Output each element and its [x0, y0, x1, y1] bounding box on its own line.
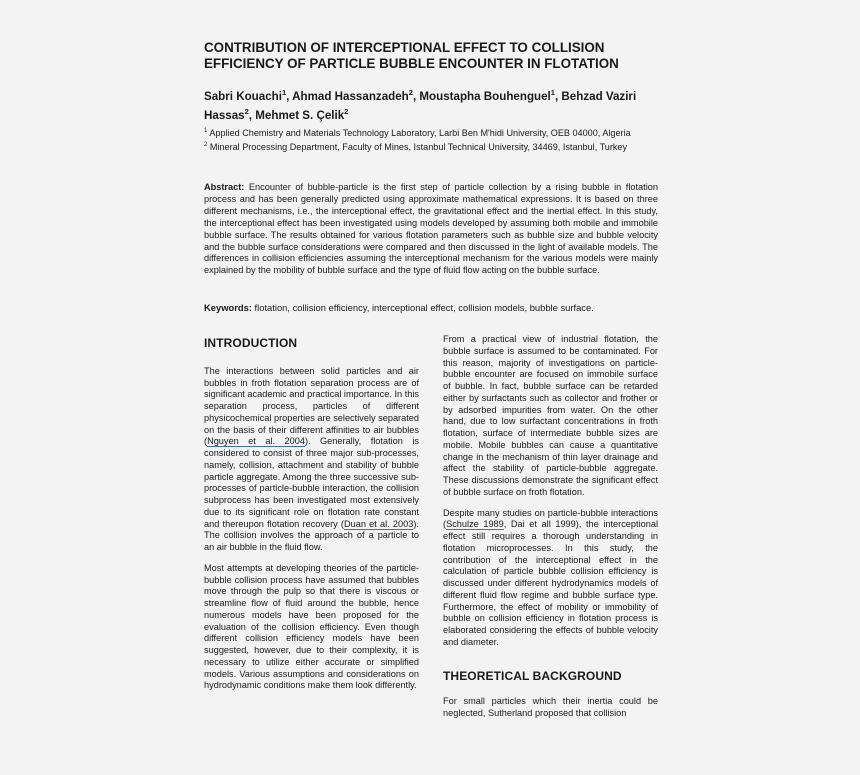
- paragraph: For small particles which their inertia could be neglected, Sutherland proposed that collision: [443, 696, 658, 718]
- author-name: Behzad Vaziri Hassas: [204, 89, 637, 122]
- paper-title: CONTRIBUTION OF INTERCEPTIONAL EFFECT TO COLLISION EFFICIENCY OF PARTICLE BUBBLE ENCOUNTER IN FLOTATION: [204, 40, 619, 71]
- keywords-text: flotation, collision efficiency, interceptional effect, collision models, bubble surface.: [254, 302, 594, 313]
- citation-link[interactable]: Schulze 1989: [446, 519, 504, 530]
- section-heading-theoretical-background: THEORETICAL BACKGROUND: [443, 668, 622, 683]
- author-name: Moustapha Bouhenguel: [419, 89, 551, 103]
- keywords-label: Keywords:: [204, 302, 252, 313]
- author-affiliation-mark: 1: [550, 88, 555, 97]
- author-name: Mehmet S. Çelik: [255, 108, 345, 122]
- affiliation: $^1$ Applied Chemistry and Materials Technology Laboratory, Larbi Ben M'hidi University, OEB 04000, Algeria: [204, 128, 631, 139]
- abstract-text: Encounter of bubble-particle is the first step of particle collection by a rising bubble in flotation process and has been generally predicted using approximate mathematical expressions. It is based on three different mechanisms, i.e., the interceptional effect, the gravitational effect and the inertial effect. In this study, the interceptional effect has been investigated using models developed by assuming both mobile and immobile bubble surface. The results obtained for various flotation parameters such as bubble size and bubble velocity and the bubble surface considerations were compared and then discussed in the light of available models. The differences in collision efficiencies assuming the interceptional mechanism for the various models were mainly explained by the mobility of bubble surface and the type of fluid flow acting on the bubble surface.: [204, 182, 658, 276]
- citation-link[interactable]: Nguyen et al. 2004: [207, 436, 305, 447]
- paragraph: The interactions between solid particles and air bubbles in froth flotation separation process are of significant academic and practical importance. In this separation process, particles of different physicochemical properties are selectively separated on the basis of their different affinities to air bubbles (Nguyen et al. 2004). Generally, flotation is considered to consist of three major sub-processes, namely, collision, attachment and stability of bubble particle aggregate. Among the three successive sub-processes of particle-bubble interaction, the collision subprocess has been investigated most extensively due to its significant role on flotation rate constant and thereupon flotation recovery (Duan et al. 2003). The collision involves the approach of a particle to an air bubble in the fluid flow.: [204, 365, 419, 552]
- paragraph: From a practical view of industrial flotation, the bubble surface is assumed to be contaminated. For this reason, majority of investigations on particle-bubble encounter are focused on immobile surface of bubble. In fact, bubble surface can be retarded either by surfactants such as collector and frother or by adsorbed impurities from water. On the other hand, due to low surfactant concentrations in froth flotation, surface of intermediate bubble sizes are mobile. Mobile bubbles can cause a quantitative change in the mechanism of thin layer drainage and affect the stability of particle-bubble aggregate. These discussions demonstrate the significant effect of bubble surface on froth flotation.: [443, 334, 658, 497]
- paragraph: Despite many studies on particle-bubble interactions (Schulze 1989, Dai et all 1999), the interceptional effect still requires a thorough understanding in flotation microprocesses. In this study, the contribution of the interceptional effect in the calculation of particle bubble collision efficiency is discussed under different hydrodynamics models of different fluid flow regime and bubble surface type. Furthermore, the effect of mobility or immobility of bubble on collision efficiency in flotation process is elaborated considering the effects of bubble velocity and diameter.: [443, 507, 658, 647]
- author-name: Sabri Kouachi: [204, 89, 282, 103]
- abstract: [204, 182, 658, 277]
- author-affiliation-mark: 2: [244, 106, 249, 116]
- author-name: Ahmad Hassanzadeh: [292, 89, 409, 103]
- author-affiliation-mark: 2: [344, 106, 349, 116]
- section-heading-introduction: INTRODUCTION: [204, 336, 298, 350]
- affiliations: [204, 125, 659, 153]
- author-affiliation-mark: 1: [281, 88, 287, 97]
- left-column: [204, 338, 419, 701]
- right-column: [443, 334, 658, 729]
- paragraph: Most attempts at developing theories of the particle-bubble collision process have assumed that bubbles move through the pulp so that there is viscous or streamline flow of fluid around the bubble, hence numerous models have been proposed for the evaluation of the collision efficiency. Even though different collision efficiency models have been suggested, however, due to their complexity, it is necessary to utilize either accurate or simplified models. Various assumptions and considerations on hydrodynamic conditions make them look differently.: [204, 562, 419, 691]
- affiliation: $^2$ Mineral Processing Department, Faculty of Mines, Istanbul Technical University, 34469, Istanbul, Turkey: [204, 142, 628, 153]
- author-list: Sabri Kouachi$^1$, Ahmad Hassanzadeh$^2$, Moustapha Bouhenguel$^1$, Behzad Vaziri Hassas$^2$, Mehmet S. Çelik$^2$: [204, 88, 637, 122]
- citation-link[interactable]: Duan et al. 2003: [344, 518, 414, 529]
- keywords: [204, 302, 659, 314]
- author-affiliation-mark: 2: [408, 88, 413, 97]
- abstract-label: Abstract:: [204, 182, 245, 192]
